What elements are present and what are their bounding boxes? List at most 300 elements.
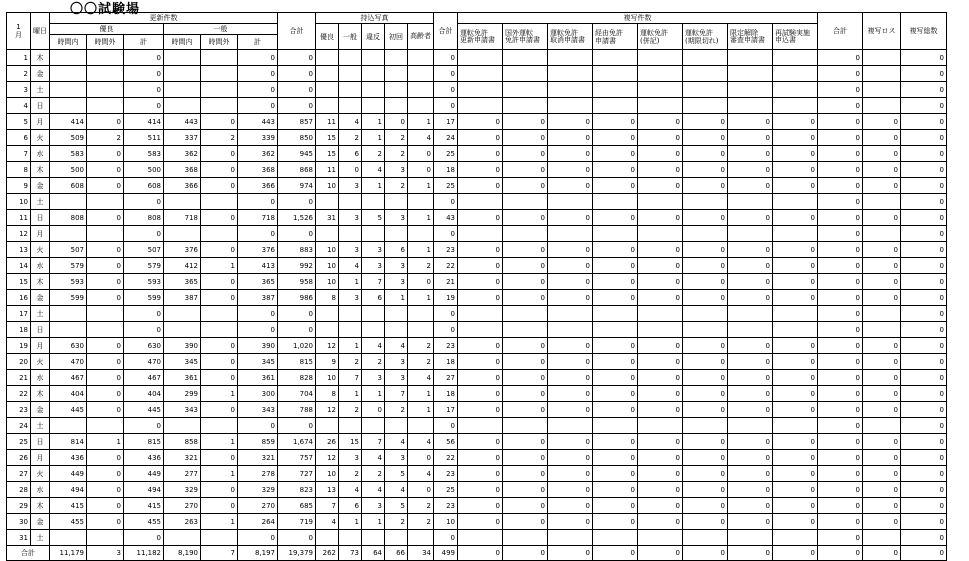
value-cell: 415 [50, 498, 87, 514]
value-cell: 0 [87, 274, 124, 290]
value-cell: 415 [124, 498, 164, 514]
value-cell: 1 [201, 434, 238, 450]
value-cell: 0 [638, 178, 683, 194]
value-cell: 0 [87, 290, 124, 306]
value-cell: 0 [408, 482, 434, 498]
value-cell: 0 [593, 450, 638, 466]
value-cell: 0 [593, 434, 638, 450]
value-cell: 0 [728, 482, 773, 498]
value-cell: 828 [278, 370, 316, 386]
value-cell: 0 [238, 82, 278, 98]
value-cell: 0 [503, 162, 548, 178]
value-cell: 0 [863, 210, 901, 226]
value-cell [339, 50, 362, 66]
header-sougaku: 複写総数 [901, 13, 947, 50]
value-cell: 1 [201, 466, 238, 482]
weekday-cell: 金 [31, 290, 50, 306]
value-cell: 0 [503, 482, 548, 498]
value-cell: 0 [434, 194, 458, 210]
value-cell [548, 226, 593, 242]
header-month: 1 月 [7, 13, 31, 50]
value-cell: 0 [458, 258, 503, 274]
value-cell: 0 [683, 482, 728, 498]
value-cell [728, 98, 773, 114]
value-cell: 43 [434, 210, 458, 226]
value-cell: 0 [278, 306, 316, 322]
value-cell: 0 [728, 354, 773, 370]
weekday-cell: 金 [31, 178, 50, 194]
table-row [7, 434, 947, 450]
day-cell: 17 [7, 306, 31, 322]
weekday-cell: 水 [31, 370, 50, 386]
value-cell: 0 [87, 402, 124, 418]
value-cell: 0 [124, 322, 164, 338]
value-cell: 0 [503, 210, 548, 226]
value-cell: 0 [683, 498, 728, 514]
value-cell: 0 [434, 530, 458, 546]
value-cell: 808 [124, 210, 164, 226]
value-cell: 858 [164, 434, 201, 450]
value-cell: 343 [164, 402, 201, 418]
value-cell: 0 [434, 98, 458, 114]
value-cell: 0 [818, 290, 863, 306]
value-cell: 850 [278, 130, 316, 146]
value-cell: 15 [316, 146, 339, 162]
value-cell: 3 [385, 274, 408, 290]
value-cell: 0 [548, 466, 593, 482]
value-cell [683, 418, 728, 434]
value-cell: 757 [278, 450, 316, 466]
total-cell: 7 [201, 546, 238, 561]
total-cell: 0 [548, 546, 593, 561]
value-cell [863, 226, 901, 242]
value-cell [683, 66, 728, 82]
value-cell: 3 [339, 450, 362, 466]
value-cell: 300 [238, 386, 278, 402]
table-row [7, 242, 947, 258]
value-cell [548, 98, 593, 114]
value-cell: 0 [548, 386, 593, 402]
value-cell: 0 [548, 482, 593, 498]
value-cell [593, 530, 638, 546]
value-cell: 0 [503, 498, 548, 514]
value-cell: 0 [683, 514, 728, 530]
value-cell: 376 [238, 242, 278, 258]
value-cell: 21 [434, 274, 458, 290]
value-cell: 0 [901, 66, 947, 82]
value-cell [638, 66, 683, 82]
value-cell [87, 530, 124, 546]
value-cell [362, 306, 385, 322]
value-cell: 270 [238, 498, 278, 514]
statistics-table [6, 12, 947, 561]
total-cell: 34 [408, 546, 434, 561]
value-cell [164, 322, 201, 338]
value-cell: 0 [728, 274, 773, 290]
value-cell [728, 194, 773, 210]
value-cell: 0 [773, 290, 818, 306]
value-cell [458, 194, 503, 210]
value-cell: 0 [548, 290, 593, 306]
value-cell: 0 [548, 514, 593, 530]
value-cell: 23 [434, 466, 458, 482]
value-cell: 0 [901, 50, 947, 66]
value-cell: 0 [773, 114, 818, 130]
header-loss: 複写ロス [863, 13, 901, 50]
value-cell: 0 [818, 450, 863, 466]
value-cell: 992 [278, 258, 316, 274]
value-cell: 361 [164, 370, 201, 386]
value-cell: 0 [863, 402, 901, 418]
value-cell: 511 [124, 130, 164, 146]
value-cell: 1 [339, 386, 362, 402]
value-cell [638, 50, 683, 66]
value-cell: 0 [901, 514, 947, 530]
table-row [7, 178, 947, 194]
value-cell: 18 [434, 162, 458, 178]
total-cell: 73 [339, 546, 362, 561]
table-row [7, 194, 947, 210]
value-cell [728, 82, 773, 98]
value-cell: 0 [683, 354, 728, 370]
value-cell [362, 50, 385, 66]
value-cell: 0 [503, 114, 548, 130]
value-cell: 0 [458, 370, 503, 386]
value-cell: 345 [164, 354, 201, 370]
value-cell [593, 306, 638, 322]
value-cell: 329 [164, 482, 201, 498]
table-row [7, 450, 947, 466]
value-cell: 1 [87, 434, 124, 450]
value-cell: 500 [124, 162, 164, 178]
value-cell [773, 418, 818, 434]
value-cell [593, 98, 638, 114]
value-cell: 0 [87, 354, 124, 370]
value-cell [503, 418, 548, 434]
value-cell: 0 [773, 210, 818, 226]
value-cell: 0 [901, 178, 947, 194]
weekday-cell: 日 [31, 434, 50, 450]
value-cell: 17 [434, 402, 458, 418]
value-cell: 6 [362, 290, 385, 306]
value-cell [164, 530, 201, 546]
value-cell: 0 [773, 450, 818, 466]
weekday-cell: 日 [31, 98, 50, 114]
value-cell: 0 [593, 130, 638, 146]
value-cell: 3 [385, 354, 408, 370]
value-cell [201, 98, 238, 114]
weekday-cell: 木 [31, 386, 50, 402]
header-renewal: 更新件数 [50, 13, 278, 24]
value-cell: 0 [548, 146, 593, 162]
value-cell: 0 [503, 434, 548, 450]
table-row [7, 386, 947, 402]
value-cell [339, 418, 362, 434]
value-cell: 0 [773, 386, 818, 402]
table-row [7, 82, 947, 98]
value-cell: 0 [818, 514, 863, 530]
value-cell [773, 66, 818, 82]
value-cell [503, 226, 548, 242]
value-cell: 2 [408, 258, 434, 274]
value-cell: 0 [638, 498, 683, 514]
value-cell: 0 [593, 258, 638, 274]
value-cell [50, 418, 87, 434]
value-cell: 362 [164, 146, 201, 162]
value-cell: 4 [385, 482, 408, 498]
header-yuryo-in: 時間内 [50, 35, 87, 50]
value-cell: 0 [503, 146, 548, 162]
value-cell [87, 50, 124, 66]
value-cell [50, 226, 87, 242]
value-cell: 3 [362, 242, 385, 258]
weekday-cell: 土 [31, 530, 50, 546]
value-cell [503, 82, 548, 98]
value-cell: 0 [818, 322, 863, 338]
header-c3: 運転免許 取消申請書 [548, 24, 593, 50]
value-cell [50, 194, 87, 210]
value-cell: 2 [339, 466, 362, 482]
value-cell: 1 [408, 290, 434, 306]
value-cell: 0 [124, 82, 164, 98]
value-cell: 5 [385, 466, 408, 482]
value-cell [339, 306, 362, 322]
value-cell: 0 [818, 210, 863, 226]
value-cell: 0 [362, 402, 385, 418]
value-cell: 15 [339, 434, 362, 450]
value-cell: 0 [593, 162, 638, 178]
value-cell: 0 [818, 50, 863, 66]
value-cell: 507 [124, 242, 164, 258]
value-cell: 583 [124, 146, 164, 162]
value-cell: 3 [385, 370, 408, 386]
value-cell [316, 530, 339, 546]
value-cell: 0 [87, 482, 124, 498]
value-cell: 0 [548, 354, 593, 370]
value-cell [548, 194, 593, 210]
weekday-cell: 金 [31, 402, 50, 418]
value-cell: 0 [901, 466, 947, 482]
value-cell: 1 [201, 514, 238, 530]
value-cell [408, 226, 434, 242]
value-cell: 1 [408, 178, 434, 194]
header-c7: 限定解除 審査申請書 [728, 24, 773, 50]
value-cell: 0 [458, 114, 503, 130]
value-cell [385, 530, 408, 546]
value-cell: 0 [87, 514, 124, 530]
header-renewal-total: 合計 [278, 13, 316, 50]
weekday-cell: 金 [31, 514, 50, 530]
day-cell: 31 [7, 530, 31, 546]
value-cell: 0 [408, 450, 434, 466]
table-row [7, 530, 947, 546]
value-cell: 859 [238, 434, 278, 450]
value-cell: 0 [818, 386, 863, 402]
value-cell [87, 418, 124, 434]
weekday-cell: 木 [31, 274, 50, 290]
value-cell [385, 82, 408, 98]
value-cell: 0 [901, 482, 947, 498]
value-cell [863, 82, 901, 98]
value-cell: 1 [362, 114, 385, 130]
value-cell: 0 [728, 178, 773, 194]
value-cell: 958 [278, 274, 316, 290]
value-cell [339, 194, 362, 210]
value-cell [316, 98, 339, 114]
value-cell: 0 [901, 370, 947, 386]
value-cell [593, 322, 638, 338]
value-cell: 455 [124, 514, 164, 530]
value-cell: 0 [593, 482, 638, 498]
value-cell: 4 [408, 130, 434, 146]
value-cell: 0 [548, 274, 593, 290]
value-cell: 3 [362, 370, 385, 386]
value-cell: 264 [238, 514, 278, 530]
value-cell [773, 194, 818, 210]
value-cell [593, 194, 638, 210]
value-cell [339, 226, 362, 242]
value-cell [863, 98, 901, 114]
value-cell: 443 [164, 114, 201, 130]
value-cell: 0 [548, 434, 593, 450]
value-cell: 0 [238, 66, 278, 82]
value-cell: 0 [728, 402, 773, 418]
value-cell: 883 [278, 242, 316, 258]
value-cell: 0 [818, 466, 863, 482]
value-cell: 0 [901, 258, 947, 274]
table-row [7, 114, 947, 130]
value-cell: 0 [503, 338, 548, 354]
value-cell: 1,526 [278, 210, 316, 226]
value-cell: 10 [316, 370, 339, 386]
value-cell: 0 [201, 450, 238, 466]
value-cell: 0 [548, 162, 593, 178]
value-cell [593, 226, 638, 242]
value-cell: 4 [385, 338, 408, 354]
value-cell [503, 50, 548, 66]
value-cell: 22 [434, 258, 458, 274]
value-cell: 0 [863, 162, 901, 178]
value-cell: 12 [316, 450, 339, 466]
header-weekday: 曜日 [31, 13, 50, 50]
value-cell: 449 [50, 466, 87, 482]
value-cell: 0 [773, 434, 818, 450]
value-cell: 1 [362, 514, 385, 530]
table-row [7, 290, 947, 306]
value-cell: 467 [50, 370, 87, 386]
value-cell: 0 [818, 402, 863, 418]
value-cell: 494 [124, 482, 164, 498]
value-cell [408, 530, 434, 546]
value-cell [50, 50, 87, 66]
value-cell: 343 [238, 402, 278, 418]
value-cell: 2 [339, 354, 362, 370]
value-cell: 1 [201, 386, 238, 402]
header-c6: 運転免許 (期限切れ) [683, 24, 728, 50]
value-cell: 2 [362, 354, 385, 370]
value-cell: 1,020 [278, 338, 316, 354]
day-cell: 8 [7, 162, 31, 178]
value-cell: 0 [201, 402, 238, 418]
value-cell: 1 [385, 290, 408, 306]
value-cell: 0 [201, 146, 238, 162]
value-cell [638, 226, 683, 242]
value-cell: 2 [87, 130, 124, 146]
value-cell [548, 50, 593, 66]
value-cell: 0 [638, 402, 683, 418]
value-cell: 583 [50, 146, 87, 162]
value-cell: 0 [124, 50, 164, 66]
value-cell: 0 [818, 434, 863, 450]
total-cell: 262 [316, 546, 339, 561]
value-cell: 494 [50, 482, 87, 498]
day-cell: 30 [7, 514, 31, 530]
value-cell [362, 98, 385, 114]
value-cell [201, 82, 238, 98]
value-cell: 0 [201, 338, 238, 354]
value-cell: 0 [593, 498, 638, 514]
value-cell: 3 [385, 450, 408, 466]
value-cell: 0 [818, 82, 863, 98]
value-cell: 0 [728, 130, 773, 146]
value-cell [503, 530, 548, 546]
value-cell [408, 50, 434, 66]
value-cell [201, 530, 238, 546]
value-cell [503, 306, 548, 322]
value-cell: 0 [728, 338, 773, 354]
value-cell: 6 [339, 146, 362, 162]
value-cell: 0 [901, 290, 947, 306]
value-cell: 0 [901, 354, 947, 370]
value-cell: 0 [434, 82, 458, 98]
value-cell [362, 194, 385, 210]
value-cell: 2 [339, 402, 362, 418]
value-cell: 7 [316, 498, 339, 514]
value-cell: 0 [863, 498, 901, 514]
value-cell: 10 [434, 514, 458, 530]
value-cell: 0 [818, 178, 863, 194]
table-row [7, 338, 947, 354]
value-cell [385, 322, 408, 338]
total-cell: 0 [818, 546, 863, 561]
value-cell: 579 [50, 258, 87, 274]
value-cell: 467 [124, 370, 164, 386]
value-cell [50, 98, 87, 114]
value-cell: 0 [728, 162, 773, 178]
table-row [7, 274, 947, 290]
value-cell: 0 [201, 242, 238, 258]
value-cell [316, 50, 339, 66]
value-cell: 0 [548, 178, 593, 194]
value-cell: 0 [728, 290, 773, 306]
value-cell [638, 322, 683, 338]
value-cell: 0 [818, 498, 863, 514]
value-cell: 0 [238, 226, 278, 242]
value-cell [164, 194, 201, 210]
value-cell [87, 194, 124, 210]
value-cell [773, 226, 818, 242]
header-m-yuryo: 優良 [316, 24, 339, 50]
value-cell [863, 194, 901, 210]
value-cell: 376 [164, 242, 201, 258]
value-cell [164, 66, 201, 82]
value-cell: 0 [773, 514, 818, 530]
value-cell: 0 [901, 306, 947, 322]
value-cell: 0 [458, 466, 503, 482]
value-cell: 0 [863, 338, 901, 354]
header-c4: 経由免許 申請書 [593, 24, 638, 50]
value-cell: 0 [818, 194, 863, 210]
